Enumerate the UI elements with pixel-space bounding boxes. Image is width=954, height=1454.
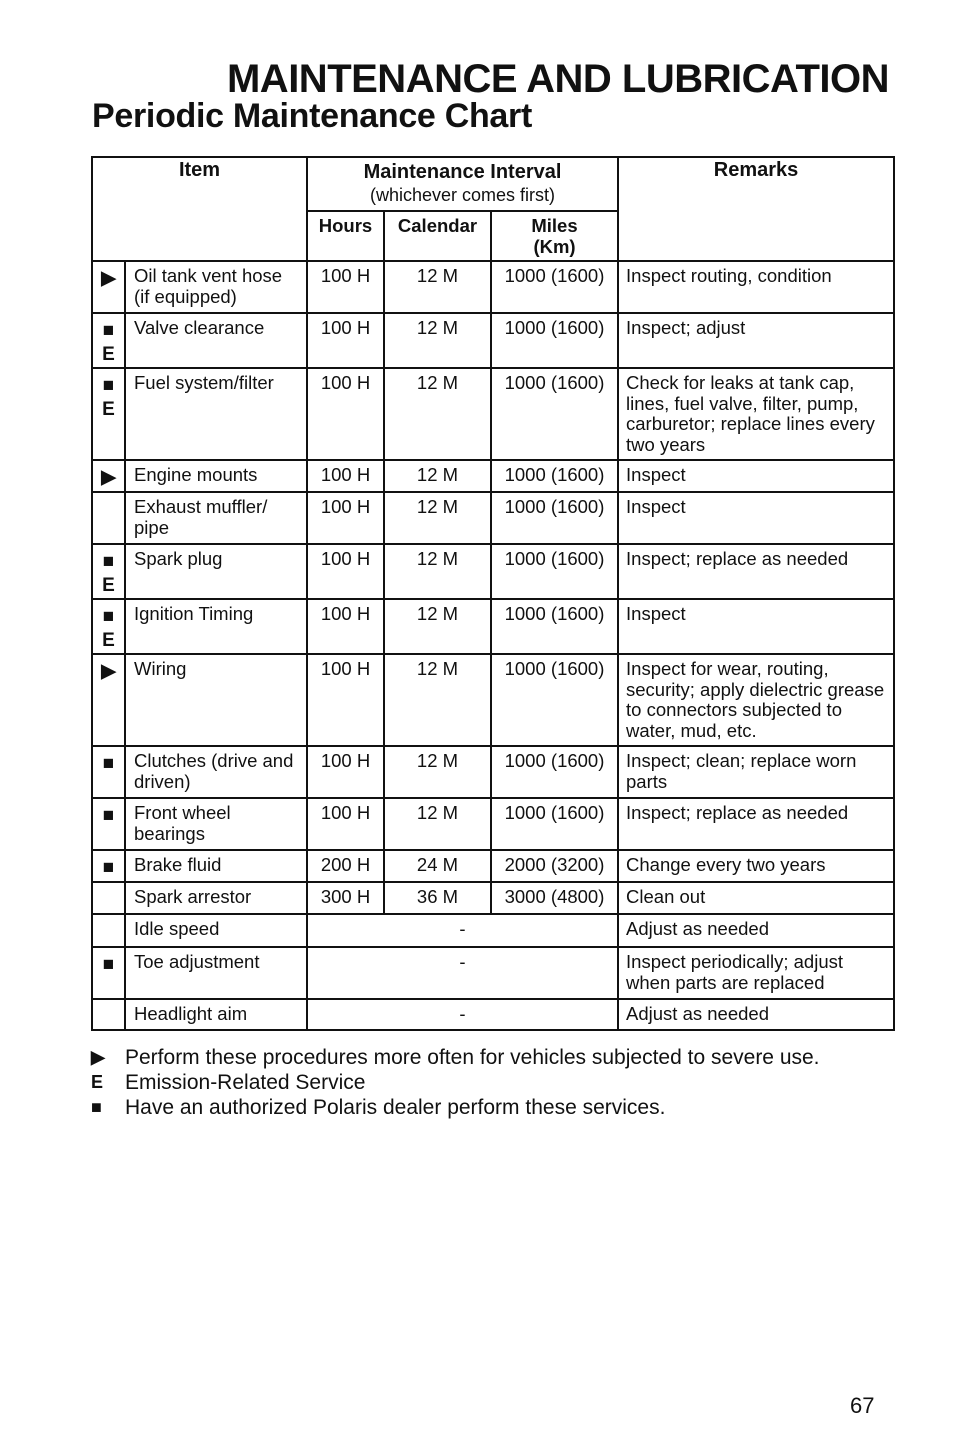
severe-use-icon: ▶	[101, 268, 116, 289]
symbol-cell	[92, 313, 125, 368]
hours-cell: 100 H	[307, 746, 384, 798]
symbol-cell	[92, 368, 125, 460]
miles-cell: 2000 (3200)	[491, 850, 618, 882]
remarks-cell: Check for leaks at tank cap, lines, fuel valve, filter, pump, carburetor; replace lines every two years	[618, 368, 894, 460]
interval-cell: -	[307, 999, 618, 1030]
remarks-cell: Clean out	[618, 882, 894, 914]
item-cell: Clutches (drive and driven)	[125, 746, 307, 798]
item-cell: Wiring	[125, 654, 307, 746]
miles-cell: 1000 (1600)	[491, 798, 618, 850]
item-cell: Spark plug	[125, 544, 307, 599]
dealer-service-icon: ■	[102, 753, 115, 774]
calendar-cell: 12 M	[384, 544, 491, 599]
symbol-cell	[92, 492, 125, 544]
calendar-cell: 36 M	[384, 882, 491, 914]
remarks-cell: Inspect; adjust	[618, 313, 894, 368]
dealer-service-icon: ■	[91, 1097, 102, 1117]
remarks-cell: Inspect routing, condition	[618, 261, 894, 313]
table-row	[92, 914, 894, 947]
header-miles-label: Miles	[531, 215, 578, 236]
calendar-cell: 12 M	[384, 654, 491, 746]
legend	[91, 1045, 820, 1120]
remarks-cell: Inspect	[618, 599, 894, 654]
miles-cell: 1000 (1600)	[491, 544, 618, 599]
miles-cell: 1000 (1600)	[491, 492, 618, 544]
hours-cell: 200 H	[307, 850, 384, 882]
symbol-cell	[92, 798, 125, 850]
symbol-cell	[92, 654, 125, 746]
dealer-service-icon: ■	[102, 805, 115, 826]
remarks-cell: Inspect; clean; replace worn parts	[618, 746, 894, 798]
emission-mark: E	[102, 399, 115, 420]
header-interval	[307, 157, 618, 211]
severe-use-icon: ▶	[101, 661, 116, 682]
remarks-cell: Inspect	[618, 492, 894, 544]
miles-cell: 1000 (1600)	[491, 261, 618, 313]
header-interval-label: Maintenance Interval	[363, 161, 562, 183]
table-row	[92, 850, 894, 882]
remarks-cell: Inspect; replace as needed	[618, 544, 894, 599]
miles-cell: 1000 (1600)	[491, 460, 618, 492]
miles-cell: 1000 (1600)	[491, 368, 618, 460]
remarks-cell: Adjust as needed	[618, 914, 894, 947]
table-row	[92, 882, 894, 914]
header-remarks: Remarks	[618, 157, 894, 261]
item-cell: Engine mounts	[125, 460, 307, 492]
legend-item	[91, 1045, 820, 1070]
legend-text: Emission-Related Service	[125, 1071, 366, 1094]
header-hours: Hours	[307, 211, 384, 261]
table-row	[92, 999, 894, 1030]
calendar-cell: 24 M	[384, 850, 491, 882]
symbol-cell	[92, 544, 125, 599]
emission-mark: E	[102, 630, 115, 651]
symbol-cell	[92, 947, 125, 999]
hours-cell: 100 H	[307, 368, 384, 460]
remarks-cell: Inspect; replace as needed	[618, 798, 894, 850]
header-km-label: (Km)	[533, 235, 576, 257]
interval-cell: -	[307, 947, 618, 999]
symbol-cell	[92, 746, 125, 798]
calendar-cell: 12 M	[384, 492, 491, 544]
emission-mark: E	[91, 1072, 104, 1092]
symbol-cell	[92, 261, 125, 313]
item-cell: Ignition Timing	[125, 599, 307, 654]
symbol-cell	[92, 460, 125, 492]
legend-item	[91, 1070, 820, 1095]
item-cell: Exhaust muffler/ pipe	[125, 492, 307, 544]
item-cell: Headlight aim	[125, 999, 307, 1030]
table-row	[92, 599, 894, 654]
header-miles	[491, 211, 618, 261]
calendar-cell: 12 M	[384, 368, 491, 460]
miles-cell: 1000 (1600)	[491, 599, 618, 654]
severe-use-icon: ▶	[91, 1047, 105, 1067]
dealer-service-icon: ■	[102, 320, 115, 341]
hours-cell: 100 H	[307, 599, 384, 654]
table-row	[92, 947, 894, 999]
symbol-cell	[92, 914, 125, 947]
section-title: MAINTENANCE AND LUBRICATION	[226, 57, 889, 101]
hours-cell: 100 H	[307, 313, 384, 368]
severe-use-icon: ▶	[101, 467, 116, 488]
dealer-service-icon: ■	[102, 375, 115, 396]
legend-item	[91, 1095, 820, 1120]
chart-title: Periodic Maintenance Chart	[92, 97, 532, 135]
header-interval-note: (whichever comes first)	[369, 185, 556, 205]
remarks-cell: Change every two years	[618, 850, 894, 882]
interval-cell: -	[307, 914, 618, 947]
miles-cell: 3000 (4800)	[491, 882, 618, 914]
calendar-cell: 12 M	[384, 460, 491, 492]
calendar-cell: 12 M	[384, 261, 491, 313]
dealer-service-icon: ■	[102, 606, 115, 627]
calendar-cell: 12 M	[384, 313, 491, 368]
hours-cell: 100 H	[307, 492, 384, 544]
table-row	[92, 654, 894, 746]
item-cell: Front wheel bearings	[125, 798, 307, 850]
table-row	[92, 313, 894, 368]
miles-cell: 1000 (1600)	[491, 746, 618, 798]
legend-text: Have an authorized Polaris dealer perform these services.	[125, 1096, 666, 1119]
header-item: Item	[92, 157, 307, 261]
calendar-cell: 12 M	[384, 798, 491, 850]
item-cell: Valve clearance	[125, 313, 307, 368]
remarks-cell: Adjust as needed	[618, 999, 894, 1030]
table-row	[92, 492, 894, 544]
hours-cell: 100 H	[307, 654, 384, 746]
page-number: 67	[850, 1393, 875, 1418]
symbol-cell	[92, 850, 125, 882]
dealer-service-icon: ■	[102, 857, 115, 878]
item-cell: Fuel system/filter	[125, 368, 307, 460]
item-cell: Toe adjustment	[125, 947, 307, 999]
table-row	[92, 746, 894, 798]
item-cell: Idle speed	[125, 914, 307, 947]
miles-cell: 1000 (1600)	[491, 313, 618, 368]
header-calendar: Calendar	[384, 211, 491, 261]
emission-mark: E	[102, 344, 115, 365]
remarks-cell: Inspect periodically; adjust when parts are replaced	[618, 947, 894, 999]
emission-mark: E	[102, 575, 115, 596]
hours-cell: 100 H	[307, 261, 384, 313]
hours-cell: 100 H	[307, 544, 384, 599]
calendar-cell: 12 M	[384, 746, 491, 798]
item-cell: Spark arrestor	[125, 882, 307, 914]
table-row	[92, 798, 894, 850]
symbol-cell	[92, 882, 125, 914]
miles-cell: 1000 (1600)	[491, 654, 618, 746]
dealer-service-icon: ■	[102, 551, 115, 572]
dealer-service-icon: ■	[102, 954, 115, 975]
legend-text: Perform these procedures more often for vehicles subjected to severe use.	[125, 1046, 820, 1069]
table-row	[92, 544, 894, 599]
hours-cell: 100 H	[307, 460, 384, 492]
table-row	[92, 460, 894, 492]
hours-cell: 300 H	[307, 882, 384, 914]
calendar-cell: 12 M	[384, 599, 491, 654]
table-row	[92, 368, 894, 460]
table-row	[92, 261, 894, 313]
remarks-cell: Inspect	[618, 460, 894, 492]
maintenance-table	[91, 156, 895, 1031]
item-cell: Brake fluid	[125, 850, 307, 882]
item-cell: Oil tank vent hose (if equipped)	[125, 261, 307, 313]
symbol-cell	[92, 599, 125, 654]
remarks-cell: Inspect for wear, routing, security; apply dielectric grease to connectors subjected to water, mud, etc.	[618, 654, 894, 746]
hours-cell: 100 H	[307, 798, 384, 850]
symbol-cell	[92, 999, 125, 1030]
